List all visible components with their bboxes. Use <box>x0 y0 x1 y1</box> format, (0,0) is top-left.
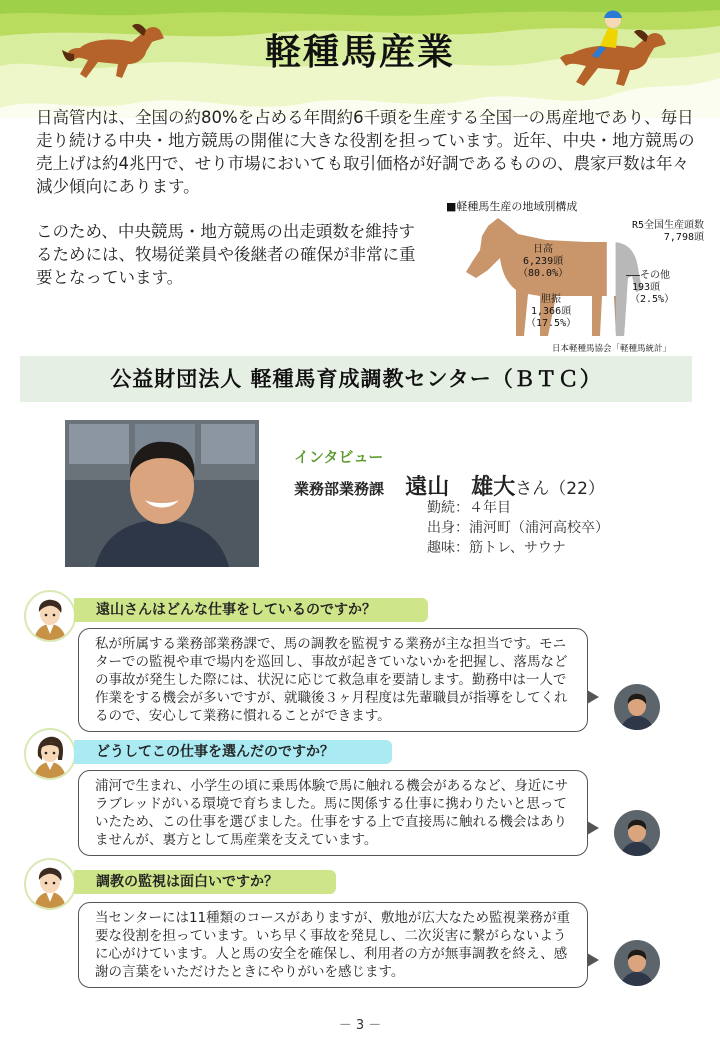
chart-title: ■軽種馬生産の地域別構成 <box>446 200 578 213</box>
interviewee-avatar <box>614 810 660 856</box>
other-value: 193頭 <box>632 282 661 293</box>
page-title: 軽種馬産業 <box>264 32 455 73</box>
interviewer-avatar-male <box>24 858 76 910</box>
answer-3: 当センターには11種類のコースがありますが、敷地が広大なため監視業務が重要な役割を担っています。いち早く事故を発見し、二次災害に繋がらないように心がけています。人と馬の安全を確保し、利用者の方が無事調教を終え、感謝の言葉をいただけたときにやりがいを感じます。 <box>78 902 588 988</box>
profile-name: 遠山 雄大 <box>405 475 516 500</box>
organization-heading: 公益財団法人 軽種馬育成調教センター（ＢＴＣ） <box>20 356 692 402</box>
iburi-value: 1,366頭 <box>531 306 572 317</box>
total-value-text: 7,798頭 <box>663 232 704 243</box>
label-other <box>626 270 674 306</box>
other-name: その他 <box>640 270 670 281</box>
chart-total-label <box>604 220 704 244</box>
profile-tenure: 勤続：４年目 <box>427 500 511 516</box>
hidaka-percent: （80.0%） <box>518 268 569 279</box>
chart-source: 日本軽種馬協会「軽種馬統計」 <box>552 344 672 354</box>
profile-honorific: さん <box>515 479 550 499</box>
interview-label: インタビュー <box>294 448 384 466</box>
question-2: どうしてこの仕事を選んだのですか？ <box>74 740 392 764</box>
hidaka-value: 6,239頭 <box>523 256 564 267</box>
profile-meta <box>427 498 609 558</box>
interviewee-photo <box>65 420 259 567</box>
profile-hometown: 出身：浦河町（浦河高校卒） <box>427 520 609 536</box>
hidaka-name: 日高 <box>533 244 554 255</box>
iburi-percent: （17.5%） <box>526 318 577 329</box>
question-3: 調教の監視は面白いですか？ <box>74 870 336 894</box>
intro-paragraph-2: このため、中央競馬・地方競馬の出走頭数を維持するためには、牧場従業員や後継者の確保が非常に重要となっています。 <box>36 222 416 287</box>
profile-hobby: 趣味：筋トレ、サウナ <box>427 540 566 556</box>
interviewer-avatar-female <box>24 728 76 780</box>
total-label-text: R5全国生産頭数 <box>631 220 704 231</box>
label-iburi <box>526 294 576 330</box>
iburi-name: 胆振 <box>541 294 562 305</box>
regional-production-chart <box>436 198 706 358</box>
answer-2: 浦河で生まれ、小学生の頃に乗馬体験で馬に触れる機会があるなど、身近にサラブレッドがいる環境で育ちました。馬に関係する仕事に携わりたいと思っていたため、この仕事を選びました。仕事をする上で直接馬に触れる機会はありませんが、裏方として馬産業を支えています。 <box>78 770 588 856</box>
profile-header <box>294 470 605 501</box>
header-banner <box>0 0 720 118</box>
other-percent: （2.5%） <box>630 294 675 305</box>
page-number: － 3 － <box>338 1018 382 1033</box>
answer-1: 私が所属する業務部業務課で、馬の調教を監視する業務が主な担当です。モニターでの監視や車で場内を巡回し、事故が起きていないかを把握し、落馬などの事故が発生した際には、状況に応じて救急車を要請します。勤務中は一人で作業をする機会が多いですが、就職後３ヶ月程度は先輩職員が指導をしてくれるので、安心して業務に慣れることができます。 <box>78 628 588 732</box>
intro-paragraph-1: 日高管内は、全国の約80%を占める年間約6千頭を生産する全国一の馬産地であり、毎日走り続ける中央・地方競馬の開催に大きな役割を担っています。近年、中央・地方競馬の売上げは約4兆円で、せり市場においても取引価格が好調であるものの、農家戸数は年々減少傾向にあります。 <box>36 108 695 196</box>
label-hidaka <box>518 244 568 280</box>
interviewee-avatar <box>614 940 660 986</box>
profile-age: （22） <box>549 479 605 499</box>
question-1: 遠山さんはどんな仕事をしているのですか？ <box>74 598 428 622</box>
segment-hidaka <box>466 212 607 362</box>
profile-department: 業務部業務課 <box>294 480 385 498</box>
interviewer-avatar-male <box>24 590 76 642</box>
interviewee-avatar <box>614 684 660 730</box>
